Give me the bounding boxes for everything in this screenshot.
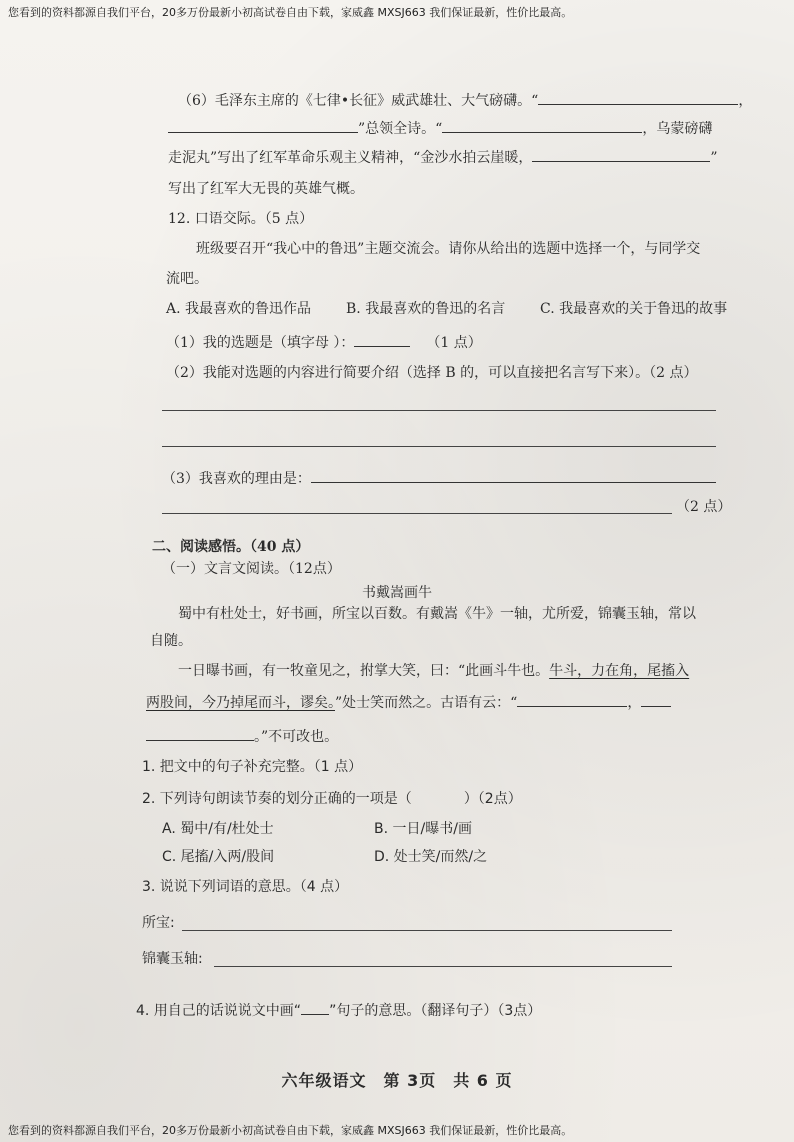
passage-para2-line3 — [146, 726, 338, 746]
q6-line4: 写出了红军大无畏的英雄气概。 — [168, 181, 364, 197]
passage-blank-2b[interactable] — [146, 726, 254, 741]
question-4 — [136, 1000, 541, 1020]
q6-line3-end: ” — [710, 150, 718, 166]
question-3-word-2: 锦囊玉轴: — [142, 951, 203, 967]
q12-sub3-points: （2 点） — [676, 499, 732, 515]
passage-para1-line1: 蜀中有杜处士，好书画，所宝以百数。有戴嵩《牛》一轴，尤所爱，锦囊玉轴，常以 — [178, 606, 696, 622]
q6-line3 — [168, 147, 718, 167]
q12-sub3 — [162, 468, 716, 488]
question-1: 1. 把文中的句子补充完整。（1 点） — [142, 759, 363, 775]
question-3-word-1: 所宝: — [142, 915, 175, 931]
question-4-text-b: ”句子的意思。（翻译句子）（3点） — [329, 1003, 542, 1019]
passage-para2-line1 — [178, 662, 689, 680]
q12-intro-2: 流吧。 — [166, 271, 208, 287]
q6-line2 — [168, 118, 712, 138]
passage-underlined-1: 牛斗，力在角，尾搐入 — [549, 663, 690, 679]
q6-blank-3[interactable] — [442, 118, 642, 133]
q12-sub1-points: （1 点） — [426, 335, 482, 351]
q12-intro-1: 班级要召开“我心中的鲁迅”主题交流会。请你从给出的选题中选择一个，与同学交 — [196, 241, 701, 257]
question-2-option-c: C. 尾搐/入两/股间 — [162, 849, 275, 865]
question-3-answer-line-2[interactable] — [214, 966, 672, 967]
passage-para2-line3-text: 。”不可改也。 — [254, 729, 339, 745]
q12-answer-line-3[interactable] — [162, 513, 672, 514]
q12-option-b: B. 我最喜欢的鲁迅的名言 — [346, 301, 506, 317]
q6-line1 — [178, 90, 752, 110]
passage-blank-2a[interactable] — [641, 692, 671, 707]
question-4-text-a: 4. 用自己的话说说文中画“ — [136, 1003, 302, 1019]
passage-para2-line2 — [146, 692, 671, 712]
question-4-underline-sample — [301, 1000, 329, 1015]
q12-answer-line-1[interactable] — [162, 410, 716, 411]
page-footer: 六年级语文 第 3页 共 6 页 — [281, 1071, 513, 1090]
q12-option-c: C. 我最喜欢的关于鲁迅的故事 — [540, 301, 728, 317]
passage-para2-line1-text: 一日曝书画，有一牧童见之，拊掌大笑，曰：“此画斗牛也。 — [178, 663, 550, 679]
top-banner: 您看到的资料都源自我们平台，20多万份最新小初高试卷自由下载，家威鑫 MXSJ663 我们保证最新，性价比最高。 — [8, 6, 573, 19]
q6-line2-mid: ”总领全诗。“ — [358, 121, 443, 137]
section2-title: 二、阅读感悟。（40 点） — [152, 539, 310, 555]
question-3-answer-line-1[interactable] — [182, 930, 672, 931]
q12-sub2: （2）我能对选题的内容进行简要介绍（选择 B 的，可以直接把名言写下来）。（2 点） — [166, 365, 698, 381]
q12-answer-line-2[interactable] — [162, 446, 716, 447]
passage-title: 书戴嵩画牛 — [362, 585, 432, 601]
section2-subtitle: （一）文言文阅读。（12点） — [162, 561, 341, 577]
q12-title: 12. 口语交际。（5 点） — [168, 211, 314, 227]
q12-sub1 — [166, 332, 482, 352]
q12-sub3-blank[interactable] — [311, 468, 716, 483]
question-2-option-b: B. 一日/曝书/画 — [374, 821, 472, 837]
q6-line2-end: ，乌蒙磅礴 — [642, 121, 713, 137]
q12-sub3-text: （3）我喜欢的理由是： — [162, 471, 311, 487]
question-2-end: ）（2点） — [463, 791, 522, 807]
q6-blank-4[interactable] — [532, 147, 710, 162]
q6-blank-1[interactable] — [538, 90, 738, 105]
question-2-option-a: A. 蜀中/有/杜处士 — [162, 821, 274, 837]
q12-sub1-text: （1）我的选题是（填字母 ）： — [166, 335, 355, 351]
q6-blank-2[interactable] — [168, 118, 358, 133]
passage-comma: ， — [627, 695, 642, 711]
question-2-text: 2. 下列诗句朗读节奏的划分正确的一项是（ — [142, 791, 412, 807]
passage-para1-line2: 自随。 — [150, 633, 192, 649]
passage-blank-1[interactable] — [517, 692, 627, 707]
q12-sub1-blank[interactable] — [354, 332, 410, 347]
q12-option-a: A. 我最喜欢的鲁迅作品 — [166, 301, 312, 317]
question-3: 3. 说说下列词语的意思。（4 点） — [142, 879, 349, 895]
question-2 — [142, 790, 522, 808]
passage-para2-line2-text: ”处士笑而然之。古语有云：“ — [335, 695, 518, 711]
q6-line1-text: （6）毛泽东主席的《七律•长征》威武雄壮、大气磅礴。“ — [178, 93, 539, 109]
question-2-option-d: D. 处士笑/而然/之 — [374, 849, 488, 865]
q6-line1-end: ， — [738, 93, 753, 109]
q6-line3-text: 走泥丸”写出了红军革命乐观主义精神，“金沙水拍云崖暖， — [168, 150, 533, 166]
bottom-banner: 您看到的资料都源自我们平台，20多万份最新小初高试卷自由下载，家威鑫 MXSJ663 我们保证最新，性价比最高。 — [8, 1124, 573, 1137]
passage-underlined-2: 两股间，今乃掉尾而斗，谬矣。 — [146, 695, 335, 711]
